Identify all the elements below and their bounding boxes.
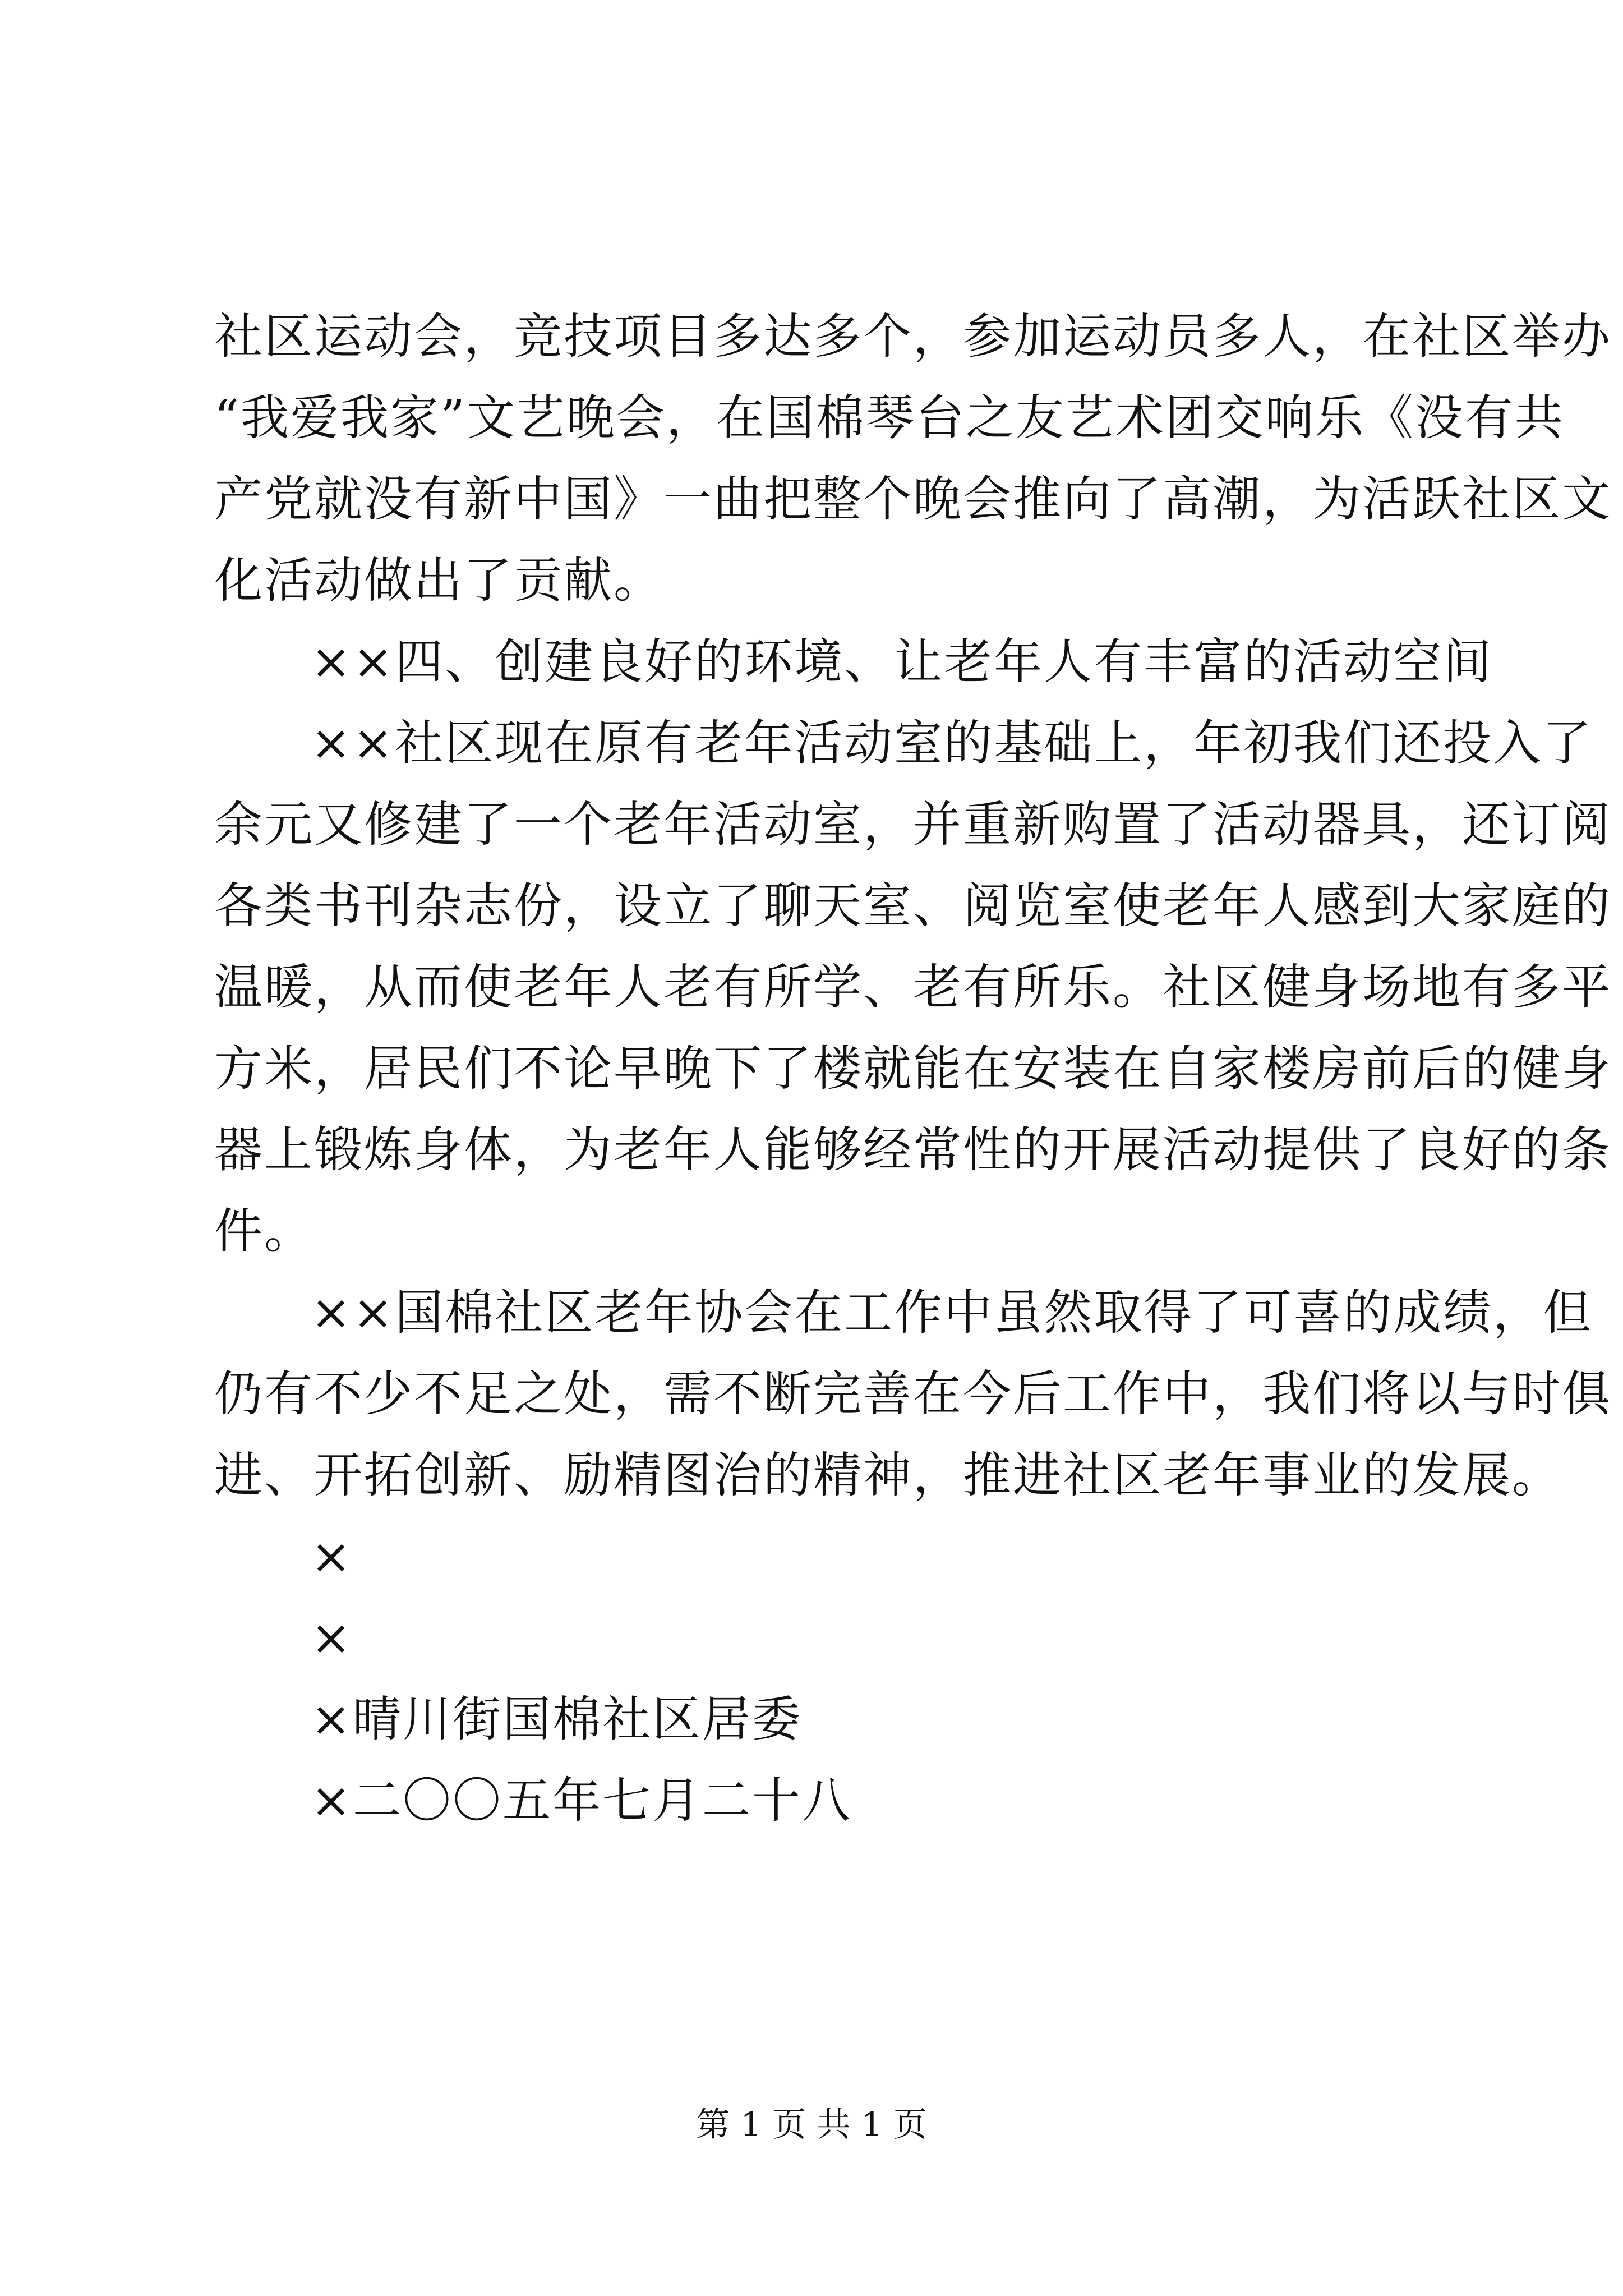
- text-line: 进、开拓创新、励精图治的精神，推进社区老年事业的发展。: [214, 1447, 1562, 1503]
- text-line: 社区运动会，竞技项目多达多个，参加运动员多人，在社区举办: [214, 309, 1612, 365]
- text-line: “我爱我家”文艺晚会，在国棉琴台之友艺术团交响乐《没有共: [214, 390, 1565, 446]
- paragraph-conclusion: [214, 1272, 1612, 1516]
- section-heading: ××四、创建良好的环境、让老年人有丰富的活动空间: [311, 634, 1493, 690]
- paragraph-activity-space: [214, 703, 1612, 1272]
- text-line: 余元又修建了一个老年活动室，并重新购置了活动器具，还订阅: [214, 797, 1612, 853]
- text-line: ××国棉社区老年协会在工作中虽然取得了可喜的成绩，但: [311, 1285, 1593, 1341]
- text-line: 各类书刊杂志份，设立了聊天室、阅览室使老年人感到大家庭的: [214, 878, 1612, 934]
- document-body: [214, 296, 1612, 1842]
- text-line: 方米，居民们不论早晚下了楼就能在安装在自家楼房前后的健身: [214, 1041, 1612, 1097]
- placeholder-mark: ×: [311, 1529, 353, 1585]
- paragraph-sports-culture: [214, 296, 1612, 622]
- page-number-footer: 第 1 页 共 1 页: [696, 2105, 927, 2145]
- text-line: 件。: [214, 1203, 314, 1259]
- text-line: ××社区现在原有老年活动室的基础上，年初我们还投入了: [311, 715, 1593, 771]
- text-line: 化活动做出了贡献。: [214, 553, 663, 609]
- date-line: ×二〇〇五年七月二十八: [311, 1773, 852, 1829]
- text-line: 仍有不少不足之处，需不断完善在今后工作中，我们将以与时俱: [214, 1366, 1612, 1422]
- text-line: 产党就没有新中国》一曲把整个晚会推向了高潮，为活跃社区文: [214, 471, 1612, 527]
- signature-line: ×晴川街国棉社区居委: [311, 1691, 803, 1747]
- placeholder-mark: ×: [311, 1610, 353, 1666]
- text-line: 温暖，从而使老年人老有所学、老有所乐。社区健身场地有多平: [214, 959, 1612, 1015]
- text-line: 器上锻炼身体，为老年人能够经常性的开展活动提供了良好的条: [214, 1122, 1612, 1178]
